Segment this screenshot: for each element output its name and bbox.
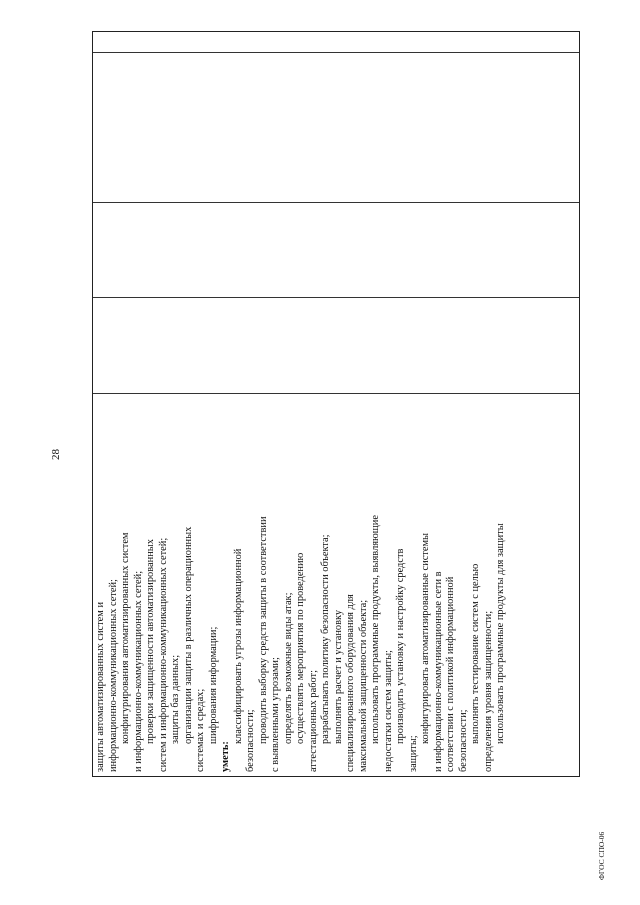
text-line: проводить выборку средств защиты в соответствии (257, 516, 269, 744)
text-line: уметь: (220, 741, 231, 772)
text-line: классифицировать угрозы информационной (232, 548, 244, 744)
text-line: системах и средах; (195, 688, 206, 772)
text-line: использовать программные продукты, выявляющие (370, 515, 381, 744)
text-line: защиты автоматизированных систем и (95, 601, 106, 772)
text-line: организации защиты в различных операционных (182, 526, 194, 744)
text-line: и информационно-коммуникационные сети в (432, 571, 444, 772)
text-line: безопасности; (457, 709, 469, 772)
text-line: конфигурировать автоматизированные системы (420, 532, 431, 744)
text-line: использовать программные продукты для защиты (495, 523, 506, 744)
text-line: выполнять расчет и установку (332, 609, 344, 744)
text-line: определять возможные виды атак; (282, 592, 294, 744)
text-line: недостатки систем защиты; (382, 650, 394, 772)
competency-text-cell (93, 394, 579, 776)
column-divider-4 (93, 52, 579, 53)
page-number: 28 (50, 449, 62, 460)
column-divider-2 (93, 297, 579, 298)
text-line: систем и информационно-коммуникационных сетей; (157, 537, 169, 772)
text-line: безопасности; (245, 709, 256, 772)
text-line: конфигурирования автоматизированных систем (120, 532, 131, 744)
text-line: разрабатывать политику безопасности объекта; (320, 534, 331, 744)
text-line: шифрования информации; (207, 626, 219, 744)
text-line: производить установку и настройку средств (395, 548, 406, 744)
page-footer: ФГОС СПО-06 (597, 831, 606, 880)
text-line: соответствии с политикой информационной (445, 576, 456, 772)
column-divider-3 (93, 202, 579, 203)
text-line: информационно-коммуникационных сетей; (107, 579, 119, 772)
standards-table (92, 31, 580, 777)
text-line: определения уровня защищенности; (482, 610, 494, 772)
text-line: защиты; (407, 735, 419, 772)
competency-text (95, 396, 508, 772)
text-line: выполнять тестирование систем с целью (470, 563, 481, 744)
text-line: и информационно-коммуникационных сетей; (132, 570, 144, 772)
text-line: защиты баз данных; (170, 654, 181, 744)
text-line: осуществлять мероприятия по проведению (295, 552, 306, 744)
text-line: с выявленными угрозами; (270, 657, 281, 772)
text-line: максимальной защищенности объекта; (357, 599, 369, 772)
text-line: специализированного оборудования для (345, 594, 356, 772)
text-line: аттестационных работ; (307, 670, 319, 772)
text-line: проверки защищенности автоматизированных (145, 539, 156, 744)
